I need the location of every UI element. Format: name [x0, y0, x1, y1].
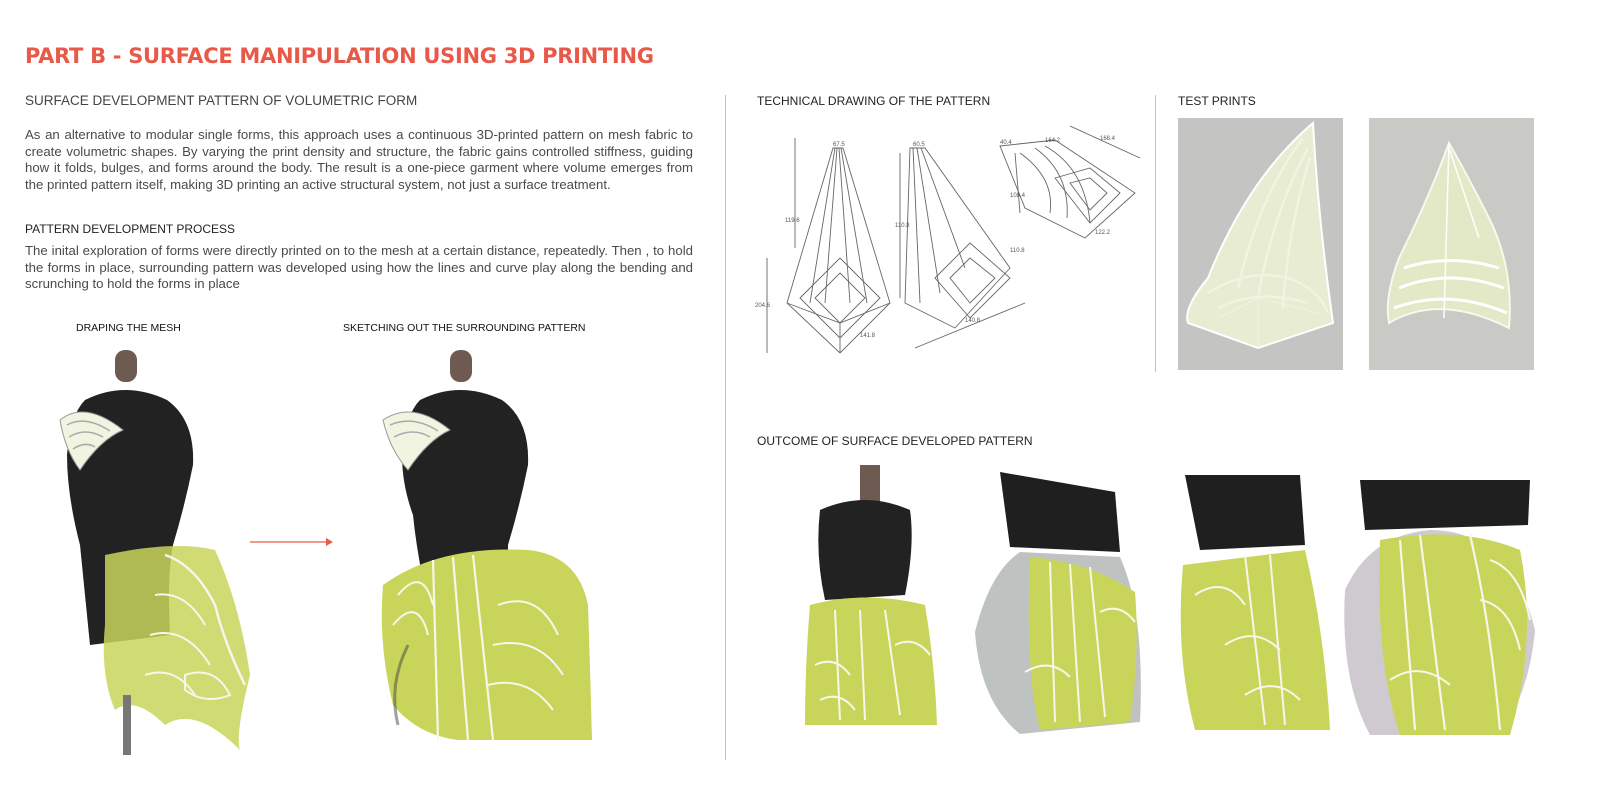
- dim-label: 110.8: [895, 223, 910, 229]
- dim-label: 164.2: [1045, 138, 1061, 144]
- process-heading: PATTERN DEVELOPMENT PROCESS: [25, 222, 236, 236]
- dim-label: 168.4: [1100, 136, 1116, 142]
- photo-label-draping: DRAPING THE MESH: [76, 322, 181, 334]
- outcome-heading: OUTCOME OF SURFACE DEVELOPED PATTERN: [757, 434, 1033, 448]
- dim-label: 108.4: [1010, 193, 1026, 199]
- test-print-photo-1: [1178, 118, 1343, 370]
- column-divider: [725, 95, 726, 760]
- technical-drawing-heading: TECHNICAL DRAWING OF THE PATTERN: [757, 94, 991, 108]
- dim-label: 140.8: [965, 318, 981, 324]
- dim-label: 141.8: [860, 333, 876, 339]
- arrow-icon: [250, 536, 335, 548]
- dim-label: 119.6: [785, 218, 800, 224]
- photo-label-sketching: SKETCHING OUT THE SURROUNDING PATTERN: [343, 322, 586, 334]
- dim-label: 67.5: [833, 142, 845, 148]
- test-print-photo-2: [1369, 118, 1534, 370]
- sketching-pattern-photo: [378, 345, 593, 745]
- outcome-photo-3: [1175, 475, 1335, 735]
- outcome-photo-2: [970, 472, 1145, 734]
- dim-label: 40.4: [1000, 140, 1012, 146]
- outcome-photo-1: [805, 465, 940, 730]
- dim-label: 60.5: [913, 142, 925, 148]
- section-heading: SURFACE DEVELOPMENT PATTERN OF VOLUMETRIC FORM: [25, 93, 418, 108]
- dim-label: 110.8: [1010, 248, 1025, 254]
- page-title: PART B - SURFACE MANIPULATION USING 3D PRINTING: [25, 44, 654, 68]
- intro-paragraph: As an alternative to modular single forms, this approach uses a continuous 3D-printed pattern on mesh fabric to create volumetric shapes. By varying the print density and structure, the fabric gains controlled stiffness, guiding how it folds, bulges, and forms around the body. The result is a one-piece garment where volume emerges from the printed pattern itself, making 3D printing an active structural system, not just a surface treatment.: [25, 127, 693, 192]
- outcome-photo-4: [1340, 480, 1538, 738]
- dim-label: 122.2: [1095, 230, 1111, 236]
- test-prints-heading: TEST PRINTS: [1178, 94, 1256, 108]
- draping-mesh-photo: [45, 345, 260, 760]
- technical-drawing: [755, 118, 1145, 363]
- process-paragraph: The inital exploration of forms were directly printed on to the mesh at a certain distance, repeatedly. Then , to hold the forms in place, surrounding pattern was developed using how the lines and curve play along the bending and scrunching to hold the forms in place: [25, 243, 693, 291]
- dim-label: 204.6: [755, 303, 771, 309]
- drawing-divider: [1155, 95, 1156, 372]
